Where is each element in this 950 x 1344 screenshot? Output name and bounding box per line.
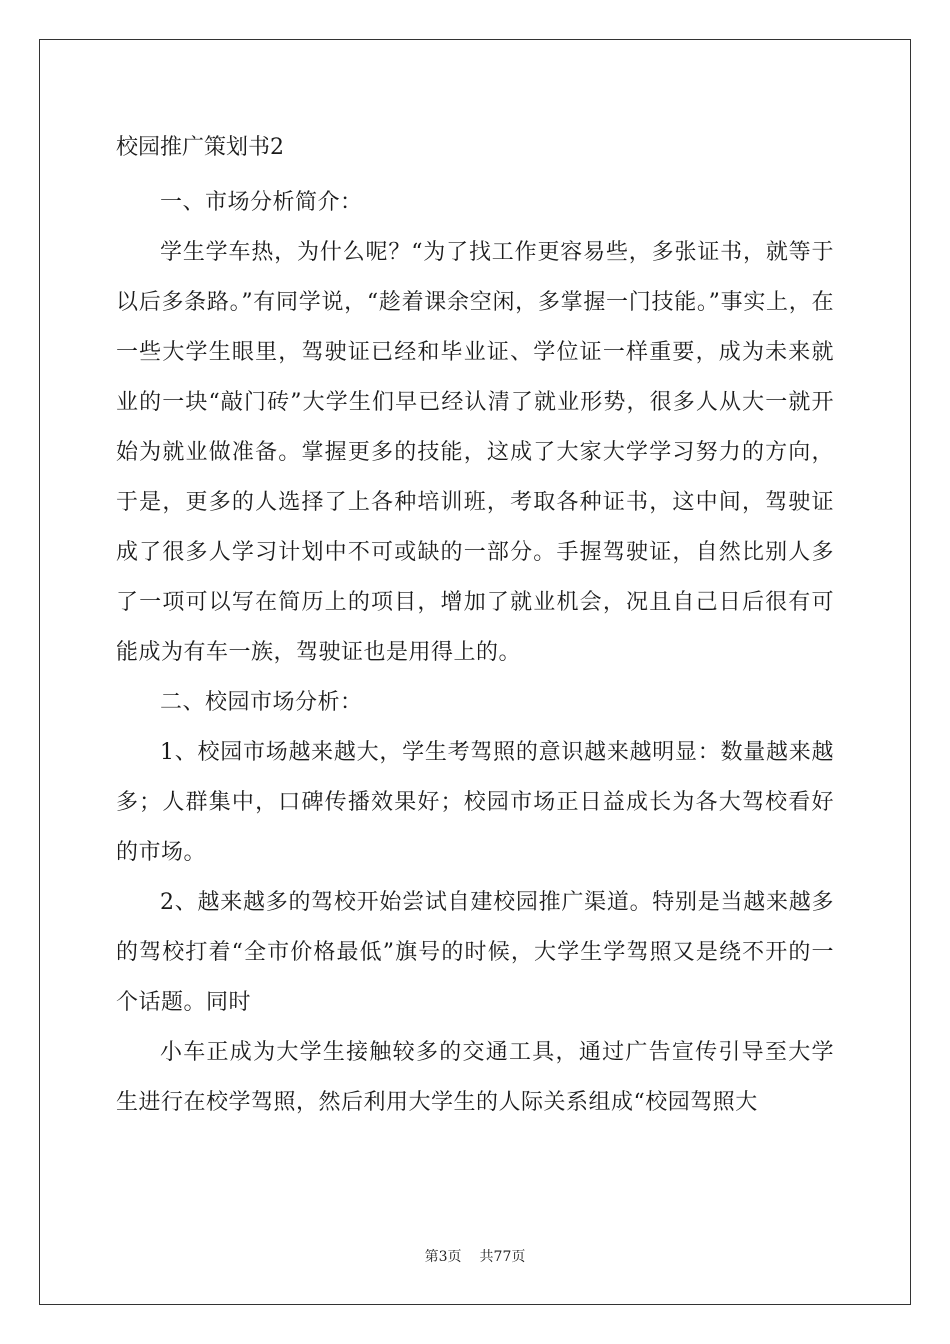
paragraph-point-1: 1、校园市场越来越大，学生考驾照的意识越来越明显：数量越来越多；人群集中，口碑传播效果好；校园市场正日益成长为各大驾校看好的市场。 [116,740,834,865]
paragraph-point-2: 2、越来越多的驾校开始尝试自建校园推广渠道。特别是当越来越多的驾校打着“全市价格最低”旗号的时候，大学生学驾照又是绕不开的一个话题。同时 [116,890,834,1015]
page-footer [0,1247,950,1267]
section-heading-campus-market: 二、校园市场分析： [160,690,363,715]
document-body [116,128,834,1128]
page-number: 第3页 [424,1249,462,1265]
document-title: 校园推广策划书2 [116,135,284,160]
page-total: 共77页 [479,1249,526,1265]
paragraph-student-driving-trend: 学生学车热，为什么呢？“为了找工作更容易些，多张证书，就等于以后多条路。”有同学说，“趁着课余空闲，多掌握一门技能。”事实上，在一些大学生眼里，驾驶证已经和毕业证、学位证一样重要，成为未来就业的一块“敲门砖”大学生们早已经认清了就业形势，很多人从大一就开始为就业做准备。掌握更多的技能，这成了大家大学学习努力的方向，于是，更多的人选择了上各种培训班，考取各种证书，这中间，驾驶证成了很多人学习计划中不可或缺的一部分。手握驾驶证，自然比别人多了一项可以写在简历上的项目，增加了就业机会，况且自己日后很有可能成为有车一族，驾驶证也是用得上的。 [116,240,834,665]
section-heading-market-overview: 一、市场分析简介： [160,190,363,215]
paragraph-continuation: 小车正成为大学生接触较多的交通工具，通过广告宣传引导至大学生进行在校学驾照，然后利用大学生的人际关系组成“校园驾照大 [116,1040,834,1115]
